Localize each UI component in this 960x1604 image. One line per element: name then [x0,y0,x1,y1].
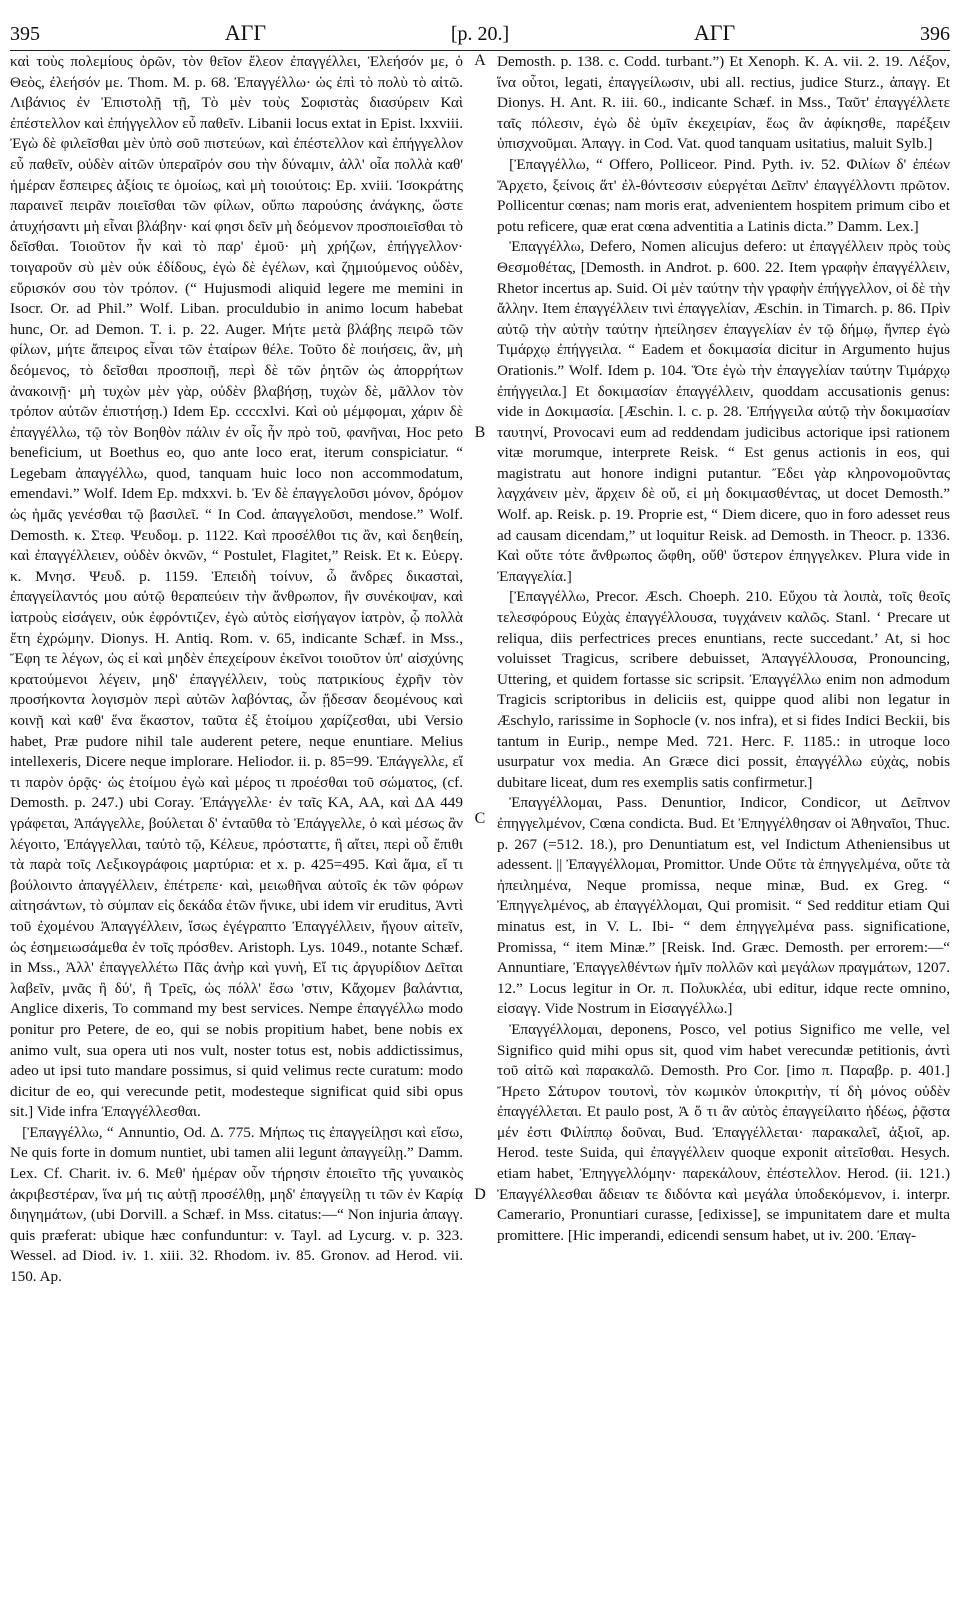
left-column-paragraph: [Ἐπαγγέλλω, “ Annuntio, Od. Δ. 775. Μήπως τις ἐπαγγείλῃσι καὶ εἴσω, Ne quis forte in domum nuntiet, ubi tamen alii legunt ἀπαγγείλῃ.” Damm. Lex. Cf. Charit. iv. 6. Μεθ' ἡμέραν οὖν τήρησιν ἐποιεῖτο τῆς γυναικὸς ἀκριβεστέραν, ἵνα μή τις αὐτῇ προσέλθῃ, μηδ' ἐπαγγείλῃ τι τῶν ἐν Καρίᾳ διηγημάτων, (ubi Dorvill. a Schæf. in Mss. citatus:—“ Non injuria ἀπαγγ. quis præferat: ubique hæc confunduntur: v. Tayl. ad Lycurg. v. p. 323. Wessel. ad Diod. iv. 1. xiii. 32. Rhodom. iv. 85. Gronov. ad Herod. vii. 150. Ap. [10,1123,463,1286]
margin-letter-c: C [474,810,486,827]
margin-letter-d: D [474,1186,486,1203]
margin-letters-gutter [471,52,489,1596]
right-column [497,52,950,1596]
left-running-title: ΑΓΓ [224,20,267,45]
margin-letter-b: B [474,424,486,441]
left-column [10,52,463,1596]
page-header [10,6,950,51]
right-running-title: ΑΓΓ [693,20,736,45]
right-page-number: 396 [919,23,950,45]
right-column-paragraph: [Ἐπαγγέλλω, “ Offero, Polliceor. Pind. Pyth. iv. 52. Φιλίων δ' ἐπέων Ἄρχετο, ξείνοις ἅτ' ἐλ-θόντεσσιν εὐεργέται Δεῖπν' ἐπαγγέλλοντι πρῶτον. Pollicentur cœnas; nam moris erat, advenientem hospitem primum cibo et potu reficere, quæ erat cœna adventitia a Latinis dicta.” Damm. Lex.] [497,155,950,235]
right-column-paragraph: Ἐπαγγέλλω, Defero, Nomen alicujus defero: ut ἐπαγγέλλειν πρὸς τοὺς Θεσμοθέτας, [Demosth. in Androt. p. 600. 22. Item γραφὴν ἐπαγγέλλειν, Rhetor incertus ap. Suid. Οἱ μὲν ταύτην τὴν γραφὴν ἐπήγγελλον, οἱ δὲ τὴν ἄλλην. Item ἐπαγγέλλειν τινὶ ἐπαγγελίαν, Æschin. in Timarch. p. 86. Πρὶν αὐτῷ τὴν αὐτὴν ταύτην ἠπείλησεν ἐπαγγελίαν ἐν τῷ δήμῳ, ἥνπερ ἐγὼ Τιμάρχῳ ἐπήγγειλα. “ Eadem et δοκιμασία dicitur in Argumento hujus Orationis.” Wolf. Idem p. 104. Ὅτε ἐγὼ τὴν ἐπαγγελίαν ταύτην Τιμάρχῳ ἐπήγγειλα.] Et δοκιμασίαν ἐπαγγέλλειν, quoddam accusationis genus: vide in Δοκιμασία. [Æschin. l. c. p. 28. Ἐπήγγειλα αὐτῷ τὴν δοκιμασίαν ταυτηνί, Provocavi eum ad reddendam judicibus actorique ipsi rationem vitæ morumque, interprete Reisk. “ Est genus actionis in eos, qui magistratu aut honore indigni putantur. Ἔδει γὰρ κληρονομοῦντας λαγχάνειν μὲν, ἄρχειν δὲ οὔ, εἰ μὴ δοκιμασθέντας, ut docet Demosth.” Wolf. ap. Reisk. p. 19. Proprie est, “ Diem dicere, quo in foro adesset reus ad causam dicendam,” ut loquitur Reisk. ad Demosth. in Theocr. p. 1336. Καὶ οὔτε τότε ἄνθρωπος ὤφθη, οὔθ' ὕστερον ἐπηγγελκεν. Plura vide in Ἐπαγγελία.] [497,238,950,585]
right-column-paragraph: [Ἐπαγγέλλω, Precor. Æsch. Choeph. 210. Εὔχου τὰ λοιπὰ, τοῖς θεοῖς τελεσφόρους Εὐχὰς ἐπαγγέλλουσα, τυγχάνειν καλῶς. Stanl. ‘ Precare ut reliqua, diis perfectrices preces enuntians, recte succedant.’ At, si hoc voluisset Tragicus, scribere debuisset, Ἀπαγγέλλουσα, Pronouncing, Uttering, et quidem fortasse sic scripsit. Ἐπαγγέλλω enim non admodum Tragicis scriptoribus in deliciis est, quippe quod alibi non legatur in Æschylo, rarissime in Sophocle (v. nos infra), et si fides Indici Beckii, bis tantum in Eurip., nempe Med. 721. Herc. F. 1185.: in utroque loco usurpatur vox media. An Græce dici possit, ἐπαγγέλλω εὐχὰς, nobis dubitare liceat, dum res exemplis satis confirmetur.] [497,588,950,791]
right-column-paragraph: Ἐπαγγέλλομαι, deponens, Posco, vel potius Significo me velle, vel Significo quid mihi opus sit, quod vim habet verecundæ petitionis, ἀντὶ τοῦ αἰτῶ καὶ παρακαλῶ. Demosth. Pro Cor. [imo π. Παραβρ. p. 401.] Ἤρετο Σάτυρον τουτονὶ, τὸν κωμικὸν ὑποκριτὴν, τί δὴ μόνος οὐδὲν ἐπαγγέλλεται. Et paulo post, Ἀ ὅ τι ἂν αὐτὸς ἐπαγγείλαιτο ἡδέως, ῥᾷστα μέν ἐστι Φιλίππῳ δοῦναι, Bud. Ἐπαγγέλλεται· παρακαλεῖ, ἀξιοῖ, ap. Herod. teste Suida, qui ἐπαγγέλλειν quoque exponit αἰτεῖσθαι. Hesych. etiam habet, Ἐπηγγελλόμην· παρεκάλουν, ἐπέστελλον. Herod. (ii. 121.) Ἐπαγγέλλεσθαι ἄδειαν τε διδόντα καὶ μεγάλα ὑποδεκόμενον, i. interpr. Camerario, Pronuntiari curasse, [edixisse], se impunitatem dare et multa promittere. [Hic imperandi, edicendi sensum habet, ut iv. 200. Ἐπαγ- [497,1020,950,1244]
margin-letter-a: A [474,52,486,69]
right-column-paragraph: Ἐπαγγέλλομαι, Pass. Denuntior, Indicor, Condicor, ut Δεῖπνον ἐπηγγελμένον, Cœna condicta. Bud. Et Ἐπηγγέλθησαν οἱ Ἀθηναῖοι, Thuc. p. 267 (=512. 18.), pro Denuntiatum est, vel Indictum Atheniensibus ut adessent. || Ἐπαγγέλλομαι, Promittor. Unde Οὔτε τὰ ἐπηγγελμένα, οὔτε τὰ ἠπειλημένα, Neque promissa, neque minæ, Bud. ex Greg. “ Ἐπηγγελμένος, ab ἐπαγγέλλομαι, Qui promisit. “ Sed redditur etiam Qui minatus est, in V. L. Ibi- “ dem ἐπηγγελμένα pass. significatione, Promissa, “ item Minæ.” [Reisk. Ind. Græc. Demosth. per errorem:—“ Annuntiare, Ἐπαγγελθέντων ἡμῖν πολλῶν καὶ μεγάλων πραγμάτων, 1207. 12.” Locus legitur in Or. π. Πολυκλέα, ubi editur, idque recte omnino, εἰσαγγ. Vide Nostrum in Εἰσαγγέλλω.] [497,794,950,1018]
text-columns [10,52,950,1596]
right-column-paragraph: Demosth. p. 138. c. Codd. turbant.”) Et Xenoph. K. A. vii. 2. 19. Λέξον, ἵνα οὗτοι, legati, ἐπαγγείλωσιν, ubi all. rectius, judice Sturz., ἀπαγγ. Et Dionys. H. Ant. R. iii. 60., indicante Schæf. in Mss., Ταῦτ' ἐπαγγέλλετε ταῖς πόλεσιν, ἐγὼ δὲ ὑμῖν ἐκεχειρίαν, ἕως ἂν ἀφίκησθε, παρέξειν ὑπισχνοῦμαι. Ἀπαγγ. in Cod. Vat. quod tanquam usitatius, maluit Sylb.] [497,53,950,153]
center-page-reference: [p. 20.] [450,23,510,45]
left-column-paragraph: καὶ τοὺς πολεμίους ὁρῶν, τὸν θεῖον ἔλεον ἐπαγγέλλει, Ἐλεήσόν με, ὁ Θεὸς, ἐλεήσόν με. Thom. M. p. 68. Ἐπαγγέλλω· ὡς ἐπὶ τὸ πολὺ τὸ αἰτῶ. Λιβάνιος ἐν Ἐπιστολῇ τῇ, Τὸ μὲν τοὺς Σοφιστὰς διασύρειν Καὶ ἐπέστελλον καὶ ἐπήγγελλον εὖ παθεῖν. Libanii locus extat in Epist. lxxviii. Ἐγὼ δὲ φιλεῖσθαι μὲν ὑπὸ σοῦ πιστεύων, καὶ ἐπέστελλον καὶ ἐπήγγελλον εὖ παθεῖν, οὐδὲν αἰτῶν ὑπεραῖρόν σου τὴν δύναμιν, ἀλλ' οἷα πολλὰ καθ' ἡμέραν ἔσπειρες ἀξίοις τε ὁμοίως, καὶ μὴ τοιούτοις: Ep. xviii. Ἰσοκράτης παραινεῖ πειρᾶν ποιεῖσθαι τῶν φίλων, οὔπω παρούσης ἀνάγκης, ὥστε ἀτυχήσαντι μὴ εἶναι βλάβην· καί φησι δεῖν μὴ δεόμενον προσποιεῖσθαι τὸ δεῖσθαι. Τοιοῦτον ἦν καὶ τὸ παρ' ἐμοῦ· μὴ χρήζων, ἐπήγγελλον· τοιγαροῦν σὺ μὲν οὐκ ἐδίδους, ἐγὼ δὲ ἐγέλων, καὶ ζημιούμενος οὐδὲν, εὕρισκόν σου τὸν τρόπον. (“ Hujusmodi aliquid legere me memini in Isocr. Or. ad Phil.” Wolf. Liban. proculdubio in animo locum habebat hunc, Or. ad Demon. T. i. p. 22. Auger. Μήτε μετὰ βλάβης πειρῶ τῶν φίλων, μήτε ἄπειρος εἶναι τῶν ἑταίρων θέλε. Τοῦτο δὲ ποιήσεις, ἂν, μὴ δεόμενος, τὸ δεῖσθαι προσποιῇ, περὶ δὲ τῶν ῥητῶν ὡς ἀπορρήτων ἀνακοινῇ· μὴ τυχὼν μὲν γὰρ, οὐδὲν βλαβήσῃ, τυχὼν δὲ, μᾶλλον τὸν τρόπον αὐτῶν ἐπιστήσῃ.) Idem Ep. ccccxlvi. Καὶ οὐ μέμφομαι, χάριν δὲ ἐπαγγέλλω, τῷ τὸν Βοηθὸν πάλιν ἐν οἷς ἦν πρὸ τοῦ, φανῆναι, Hoc peto beneficium, ut Boethus eo, quo ante loco erat, iterum conspiciatur. “ Legebam ἀπαγγέλλω, quod, tanquam huic loco non accommodatum, emendavi.” Wolf. Idem Ep. mdxxvi. b. Ἐν δὲ ἐπαγγελοῦσι μόνον, δρόμον ὡς ἡμᾶς γενέσθαι τῷ βασιλεῖ. “ In Cod. ἀπαγγελοῦσι, mendose.” Wolf. Demosth. κ. Στεφ. Ψευδομ. p. 1122. Καὶ προσέλθοι τις ἂν, καὶ δεηθείη, καὶ ἐπαγγέλλειεν, οὐδὲν ὀκνῶν, “ Postulet, Flagitet,” Reisk. Et κ. Εὐεργ. κ. Μνησ. Ψευδ. p. 1159. Ἐπειδὴ τοίνυν, ὦ ἄνδρες δικασταὶ, ἐπαγγείλαντός μου αὐτῷ θεραπεύειν τὴν ἄνθρωπον, ἣν συνέκοψαν, καὶ ἰατροὺς εἰσάγειν, οὐκ ἐφρόντιζεν, ἐγὼ αὐτὸς εἰσήγαγον ἰατρὸν, ᾧ πολλὰ ἔτη ἐχρώμην. Dionys. H. Antiq. Rom. v. 65, indicante Schæf. in Mss., Ἔφη τε λέγων, ὡς εἰ καὶ μηδὲν ἐπεχείρουν ἐκεῖνοι τοιοῦτον ὑπ' αἰσχύνης κρατούμενοι λέγειν, μηδ' ἐπαγγέλλειν, τοὺς πατρικίους ἐχρῆν τὸν προσήκοντα λογισμὸν περὶ αὐτῶν λαβόντας, ὧν ᾔδεσαν δεομένους καὶ κοινῇ καὶ καθ' ἕνα ἕκαστον, ταῦτα ἐξ ἑτοίμου χαρίζεσθαι, ubi Versio habet, Præ pudore nihil tale auderent petere, neque enuntiare. Melius intellexeris, Dicere neque implorare. Heliodor. ii. p. 85=99. Ἐπάγγελλε, εἴ τι παρὸν ὁρᾷς· ὡς ἑτοίμου ἐγὼ καὶ μέρος τι προέσθαι τοῦ σώματος, (cf. Demosth. p. 247.) ubi Coray. Ἐπάγγελλε· ἐν ταῖς ΚΑ, ΑΑ, καὶ ΔΑ 449 γράφεται, Ἀπάγγελλε, βούλεται δ' ἐνταῦθα τὸ Ἐπάγγελλε, ὁ καὶ μέσως ἂν λέγοιτο, Ἐπάγγελλαι, ταὐτὸ τῷ, Κέλευε, πρόσταττε, ἢ αἴτει, περὶ οὗ ἔπιθι τὰ παρὰ τοῖς Λεξικογράφοις μαρτύρια: et x. p. 425=495. Καὶ ἅμα, εἴ τι βούλοιντο ἀπαγγέλλειν, ἐπέτρεπε· καὶ, μειωθῆναι αὐτοῖς ἐκ τῶν φόρων αἰτησάντων, τὸ σύμπαν εἰς δεκάδα ἐτῶν ἤνικε, ubi idem vir eruditus, Ἀντὶ τοῦ ἐχομένου Ἀπαγγέλλειν, ἴσως ἐγέγραπτο Ἐπαγγέλλειν, ἤγουν αἰτεῖν, ὡς ἐσημειωσάμεθα ἐν τοῖς πρόσθεν. Aristoph. Lys. 1049., notante Schæf. in Mss., Ἀλλ' ἐπαγγελλέτω Πᾶς ἀνὴρ καὶ γυνὴ, Εἴ τις ἀργυρίδιον Δεῖται λαβεῖν, μνᾶς ἢ δύ', ἢ Τρεῖς, ὡς πόλλ' ἔσω 'στιν, Κἄχομεν βαλάντια, Anglice dixeris, To command my best services. Nempe ἐπαγγέλλω modo ponitur pro Petere, de eo, qui se nobis propitium habet, bene nobis ex animo vult, sua opera uti nos vult, noster totus est, nobis addictissimus, adeo ut ipsi tuto mandare possimus, si quid velimus recte curatum: modo dicitur de eo, qui verecunde petit, modesteque significat quid sibi opus sit.] Vide infra Ἐπαγγέλλεσθαι. [10,53,463,1121]
left-page-number: 395 [10,23,40,45]
